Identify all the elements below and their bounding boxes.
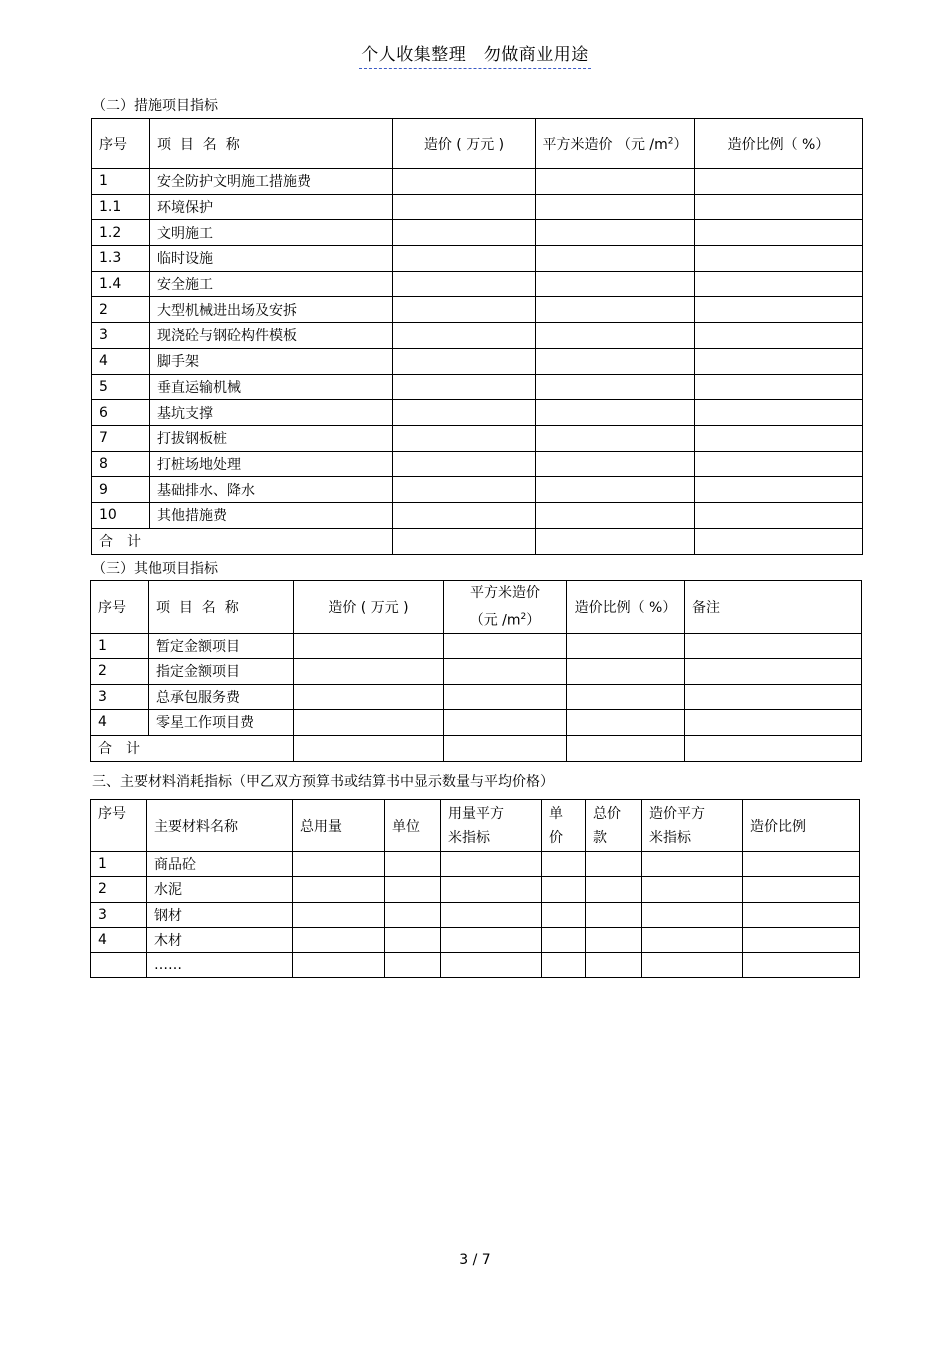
- header-watermark-text: 个人收集整理 勿做商业用途: [359, 40, 591, 69]
- empty-cell: [743, 927, 860, 952]
- row-seq: 1: [91, 633, 149, 659]
- empty-cell: [536, 194, 695, 220]
- col-unit-price-header: 单 价: [542, 800, 586, 852]
- row-seq: 4: [91, 710, 149, 736]
- empty-cell: [293, 902, 385, 927]
- empty-cell: [385, 927, 441, 952]
- total-ratio-cell: [567, 735, 685, 761]
- row-name: 垂直运输机械: [150, 374, 393, 400]
- empty-cell: [695, 297, 863, 323]
- empty-cell: [695, 425, 863, 451]
- row-seq: 1.2: [92, 220, 150, 246]
- empty-cell: [393, 400, 536, 426]
- empty-cell: [642, 902, 743, 927]
- measures-row: [92, 425, 863, 451]
- empty-cell: [294, 710, 444, 736]
- empty-cell: [441, 902, 542, 927]
- row-name: 其他措施费: [150, 502, 393, 528]
- col-usage-sqm-header: 用量平方 米指标: [441, 800, 542, 852]
- row-seq: 9: [92, 477, 150, 503]
- row-name: ……: [147, 953, 293, 978]
- row-seq: 3: [92, 323, 150, 349]
- empty-cell: [567, 633, 685, 659]
- empty-cell: [293, 852, 385, 877]
- col-cost-header: 造价 ( 万元 ): [294, 581, 444, 634]
- col-cost-header: 造价 ( 万元 ): [393, 119, 536, 169]
- row-name: 商品砼: [147, 852, 293, 877]
- row-seq: 1: [92, 169, 150, 195]
- empty-cell: [294, 633, 444, 659]
- empty-cell: [685, 633, 862, 659]
- materials-row: [91, 953, 860, 978]
- empty-cell: [536, 271, 695, 297]
- col-cost-sqm-header: 造价平方 米指标: [642, 800, 743, 852]
- row-name: 脚手架: [150, 348, 393, 374]
- empty-cell: [385, 877, 441, 902]
- col-name-header: 项 目 名 称: [150, 119, 393, 169]
- empty-cell: [695, 502, 863, 528]
- empty-cell: [441, 877, 542, 902]
- total-ratio-cell: [695, 528, 863, 554]
- other-total-row: [91, 735, 862, 761]
- empty-cell: [567, 684, 685, 710]
- empty-cell: [294, 684, 444, 710]
- empty-cell: [393, 348, 536, 374]
- empty-cell: [393, 374, 536, 400]
- empty-cell: [695, 451, 863, 477]
- measures-row: [92, 477, 863, 503]
- empty-cell: [695, 271, 863, 297]
- col-ratio-header: 造价比例（ %）: [567, 581, 685, 634]
- row-seq: 8: [92, 451, 150, 477]
- empty-cell: [536, 220, 695, 246]
- row-seq: 1.4: [92, 271, 150, 297]
- materials-header-row: [91, 800, 860, 852]
- empty-cell: [685, 659, 862, 685]
- measures-header-row: [92, 119, 863, 169]
- row-name: 基坑支撑: [150, 400, 393, 426]
- col-ratio-header: 造价比例（ %）: [695, 119, 863, 169]
- total-label: 合 计: [92, 528, 393, 554]
- empty-cell: [542, 877, 586, 902]
- empty-cell: [695, 374, 863, 400]
- empty-cell: [393, 169, 536, 195]
- empty-cell: [536, 425, 695, 451]
- materials-row: [91, 852, 860, 877]
- empty-cell: [441, 953, 542, 978]
- empty-cell: [385, 852, 441, 877]
- empty-cell: [642, 877, 743, 902]
- empty-cell: [393, 220, 536, 246]
- col-seq-header: 序号: [92, 119, 150, 169]
- measures-row: [92, 194, 863, 220]
- row-seq: 4: [91, 927, 147, 952]
- empty-cell: [567, 710, 685, 736]
- materials-table: [90, 799, 860, 978]
- empty-cell: [441, 927, 542, 952]
- empty-cell: [393, 323, 536, 349]
- row-seq: 10: [92, 502, 150, 528]
- page-number: 3 / 7: [459, 1252, 491, 1268]
- row-seq: 2: [91, 659, 149, 685]
- col-unit-header: 单位: [385, 800, 441, 852]
- empty-cell: [586, 877, 642, 902]
- empty-cell: [695, 220, 863, 246]
- section2-title: （二）措施项目指标: [92, 98, 218, 114]
- col-name-header: 项 目 名 称: [149, 581, 294, 634]
- measures-row: [92, 451, 863, 477]
- row-seq: 1.3: [92, 246, 150, 272]
- empty-cell: [536, 400, 695, 426]
- empty-cell: [444, 659, 567, 685]
- row-name: 总承包服务费: [149, 684, 294, 710]
- empty-cell: [393, 297, 536, 323]
- row-name: 打拔钢板桩: [150, 425, 393, 451]
- empty-cell: [536, 477, 695, 503]
- materials-row: [91, 927, 860, 952]
- measures-row: [92, 374, 863, 400]
- row-name: 临时设施: [150, 246, 393, 272]
- other-items-row: [91, 710, 862, 736]
- row-seq: 1: [91, 852, 147, 877]
- measures-row: [92, 348, 863, 374]
- measures-row: [92, 271, 863, 297]
- other-items-table: [90, 580, 862, 762]
- empty-cell: [536, 246, 695, 272]
- measures-total-row: [92, 528, 863, 554]
- empty-cell: [536, 451, 695, 477]
- empty-cell: [743, 877, 860, 902]
- empty-cell: [536, 374, 695, 400]
- empty-cell: [441, 852, 542, 877]
- empty-cell: [695, 169, 863, 195]
- empty-cell: [695, 194, 863, 220]
- empty-cell: [385, 902, 441, 927]
- col-material-name-header: 主要材料名称: [147, 800, 293, 852]
- empty-cell: [536, 323, 695, 349]
- row-seq: [91, 953, 147, 978]
- empty-cell: [695, 246, 863, 272]
- empty-cell: [542, 852, 586, 877]
- empty-cell: [586, 927, 642, 952]
- materials-row: [91, 877, 860, 902]
- page-header: [0, 40, 950, 69]
- empty-cell: [642, 927, 743, 952]
- row-name: 打桩场地处理: [150, 451, 393, 477]
- empty-cell: [685, 684, 862, 710]
- measures-row: [92, 169, 863, 195]
- measures-row: [92, 502, 863, 528]
- empty-cell: [536, 348, 695, 374]
- empty-cell: [586, 953, 642, 978]
- row-seq: 5: [92, 374, 150, 400]
- empty-cell: [542, 953, 586, 978]
- total-cost-cell: [393, 528, 536, 554]
- row-seq: 3: [91, 902, 147, 927]
- empty-cell: [393, 194, 536, 220]
- empty-cell: [542, 902, 586, 927]
- row-name: 安全施工: [150, 271, 393, 297]
- col-sqm-cost-header: 平方米造价 （元 $/m^2$）: [444, 581, 567, 634]
- row-seq: 6: [92, 400, 150, 426]
- col-seq-header: 序号: [91, 800, 147, 852]
- materials-title: 三、主要材料消耗指标（甲乙双方预算书或结算书中显示数量与平均价格）: [92, 774, 554, 790]
- empty-cell: [293, 877, 385, 902]
- empty-cell: [743, 852, 860, 877]
- empty-cell: [294, 659, 444, 685]
- empty-cell: [536, 502, 695, 528]
- row-seq: 4: [92, 348, 150, 374]
- row-seq: 1.1: [92, 194, 150, 220]
- row-name: 水泥: [147, 877, 293, 902]
- row-seq: 2: [92, 297, 150, 323]
- empty-cell: [642, 953, 743, 978]
- empty-cell: [444, 633, 567, 659]
- empty-cell: [743, 953, 860, 978]
- col-total-price-header: 总价 款: [586, 800, 642, 852]
- empty-cell: [393, 271, 536, 297]
- other-header-row: [91, 581, 862, 634]
- empty-cell: [393, 246, 536, 272]
- other-items-row: [91, 659, 862, 685]
- empty-cell: [695, 348, 863, 374]
- empty-cell: [385, 953, 441, 978]
- total-label: 合 计: [91, 735, 294, 761]
- empty-cell: [293, 953, 385, 978]
- row-name: 安全防护文明施工措施费: [150, 169, 393, 195]
- empty-cell: [444, 684, 567, 710]
- empty-cell: [393, 451, 536, 477]
- row-name: 指定金额项目: [149, 659, 294, 685]
- row-name: 木材: [147, 927, 293, 952]
- empty-cell: [695, 477, 863, 503]
- empty-cell: [586, 902, 642, 927]
- empty-cell: [393, 502, 536, 528]
- measures-row: [92, 323, 863, 349]
- empty-cell: [586, 852, 642, 877]
- measures-row: [92, 297, 863, 323]
- col-note-header: 备注: [685, 581, 862, 634]
- row-seq: 7: [92, 425, 150, 451]
- empty-cell: [542, 927, 586, 952]
- col-sqm-cost-header: 平方米造价 （元 $/m^2$）: [536, 119, 695, 169]
- measures-row: [92, 246, 863, 272]
- col-cost-ratio-header: 造价比例: [743, 800, 860, 852]
- empty-cell: [685, 710, 862, 736]
- row-name: 零星工作项目费: [149, 710, 294, 736]
- empty-cell: [695, 400, 863, 426]
- empty-cell: [444, 710, 567, 736]
- row-name: 暂定金额项目: [149, 633, 294, 659]
- empty-cell: [695, 323, 863, 349]
- other-items-row: [91, 684, 862, 710]
- row-name: 大型机械进出场及安拆: [150, 297, 393, 323]
- measures-row: [92, 400, 863, 426]
- total-cost-cell: [294, 735, 444, 761]
- row-name: 文明施工: [150, 220, 393, 246]
- empty-cell: [536, 297, 695, 323]
- total-note-cell: [685, 735, 862, 761]
- total-sqm-cell: [444, 735, 567, 761]
- row-name: 钢材: [147, 902, 293, 927]
- row-name: 现浇砼与钢砼构件模板: [150, 323, 393, 349]
- row-seq: 2: [91, 877, 147, 902]
- measures-table: [91, 118, 863, 555]
- row-name: 环境保护: [150, 194, 393, 220]
- empty-cell: [536, 169, 695, 195]
- empty-cell: [393, 425, 536, 451]
- col-total-qty-header: 总用量: [293, 800, 385, 852]
- row-name: 基础排水、降水: [150, 477, 393, 503]
- empty-cell: [743, 902, 860, 927]
- empty-cell: [293, 927, 385, 952]
- total-sqm-cell: [536, 528, 695, 554]
- materials-row: [91, 902, 860, 927]
- section3-title: （三）其他项目指标: [92, 561, 218, 577]
- row-seq: 3: [91, 684, 149, 710]
- empty-cell: [567, 659, 685, 685]
- col-seq-header: 序号: [91, 581, 149, 634]
- empty-cell: [393, 477, 536, 503]
- empty-cell: [642, 852, 743, 877]
- other-items-row: [91, 633, 862, 659]
- measures-row: [92, 220, 863, 246]
